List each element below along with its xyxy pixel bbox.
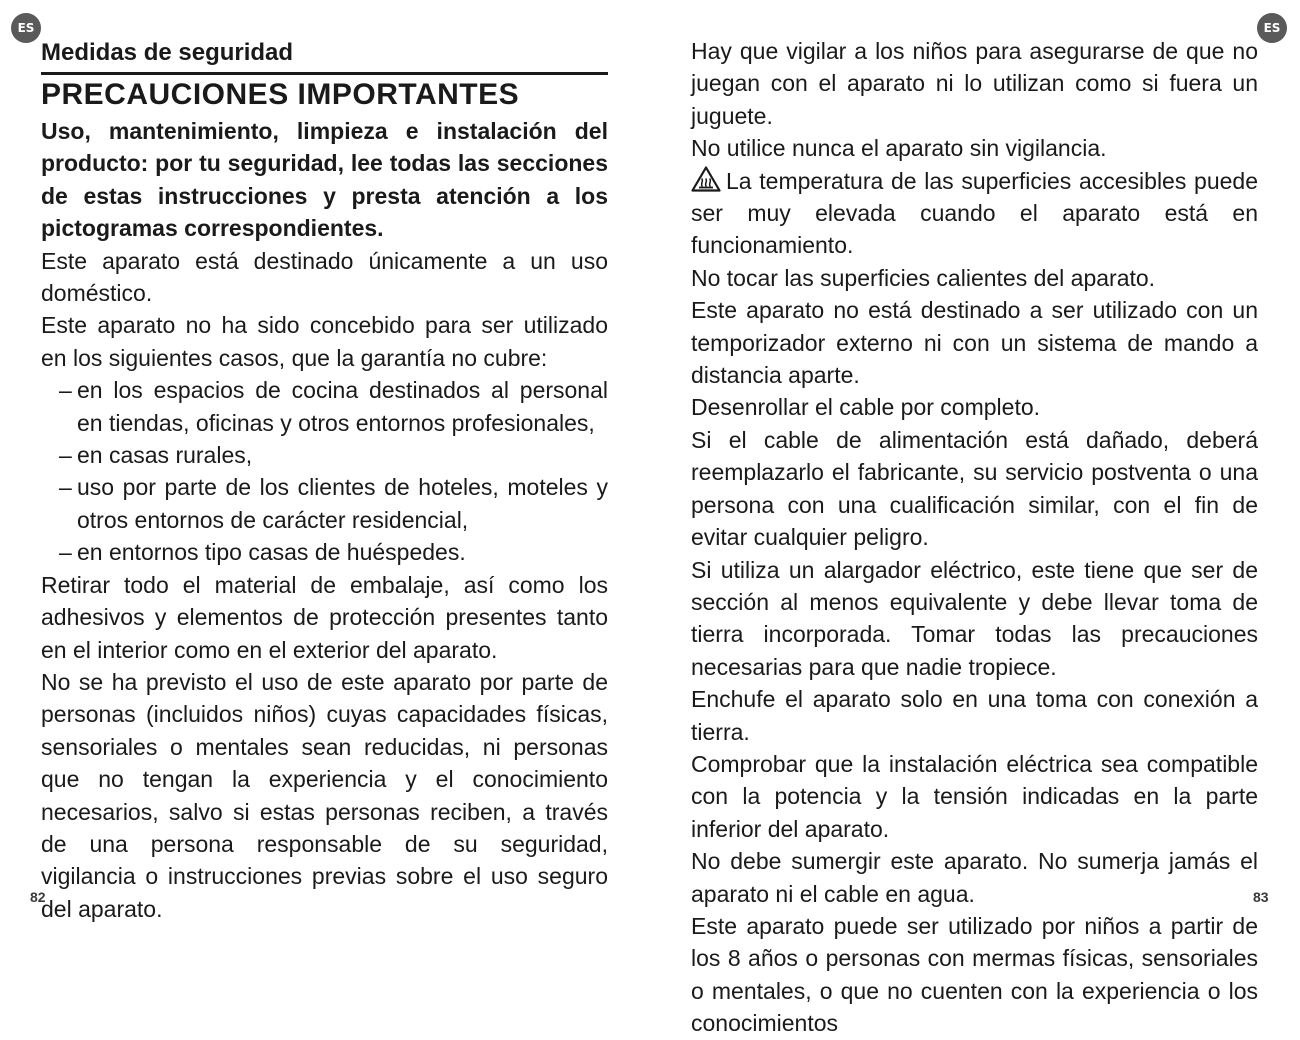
list-item: – en los espacios de cocina destinados al personal en tiendas, oficinas y otros entornos profesionales,	[41, 374, 608, 439]
list-item: – uso por parte de los clientes de hoteles, moteles y otros entornos de carácter residencial,	[41, 471, 608, 536]
paragraph: Enchufe el aparato solo en una toma con conexión a tierra.	[691, 686, 1258, 745]
section-title: Medidas de seguridad	[41, 36, 608, 75]
right-page-column	[691, 35, 1258, 1040]
main-title: PRECAUCIONES IMPORTANTES	[41, 78, 520, 111]
paragraph: Este aparato está destinado únicamente a un uso doméstico.	[41, 247, 608, 307]
page-number-right: 83	[1253, 889, 1269, 905]
warning-text: La temperatura de las superficies accesibles puede ser muy elevada cuando el aparato está en funcionamiento.	[691, 167, 1258, 259]
paragraph: No se ha previsto el uso de este aparato por parte de personas (incluidos niños) cuyas capacidades físicas, sensoriales o mentales sean reducidas, ni personas que no tengan la experiencia y el conocimiento necesarios, salvo si estas personas reciben, a través de una persona responsable de su seguridad, vigilancia o instrucciones previas sobre el uso seguro del aparato.	[41, 668, 608, 922]
paragraph: No debe sumergir este aparato. No sumerja jamás el aparato ni el cable en agua.	[691, 848, 1258, 907]
list-item: – en entornos tipo casas de huéspedes.	[41, 536, 608, 568]
paragraph: Comprobar que la instalación eléctrica sea compatible con la potencia y la tensión indicadas en la parte inferior del aparato.	[691, 750, 1258, 842]
paragraph: Este aparato no está destinado a ser utilizado con un temporizador externo ni con un sistema de mando a distancia aparte.	[691, 297, 1258, 389]
paragraph: Este aparato no ha sido concebido para ser utilizado en los siguientes casos, que la garantía no cubre:	[41, 312, 608, 371]
paragraph: No tocar las superficies calientes del aparato.	[691, 264, 1156, 291]
intro-paragraph: Uso, mantenimiento, limpieza e instalación del producto: por tu seguridad, lee todas las secciones de estas instrucciones y presta atención a los pictogramas correspondientes.	[41, 118, 608, 242]
paragraph: Si el cable de alimentación está dañado, deberá reemplazarlo el fabricante, su servicio postventa o una persona con una cualificación similar, con el fin de evitar cualquier peligro.	[691, 426, 1258, 551]
left-page-column	[41, 36, 608, 925]
hot-surface-warning-icon	[691, 166, 721, 192]
list-item: – en casas rurales,	[41, 439, 608, 471]
paragraph: Si utiliza un alargador eléctrico, este tiene que ser de sección al menos equivalente y debe llevar toma de tierra incorporada. Tomar todas las precauciones necesarias para que nadie tropiece.	[691, 556, 1258, 680]
paragraph: Este aparato puede ser utilizado por niños a partir de los 8 años o personas con mermas físicas, sensoriales o mentales, o que no cuenten con la experiencia o los conocimientos	[691, 912, 1258, 1037]
exclusion-list	[41, 374, 608, 568]
language-badge-right: ES	[1257, 13, 1287, 43]
paragraph: Hay que vigilar a los niños para asegurarse de que no juegan con el aparato ni lo utilizan como si fuera un juguete.	[691, 38, 1258, 129]
warning-paragraph	[691, 165, 1258, 262]
paragraph: Desenrollar el cable por completo.	[691, 394, 1041, 421]
paragraph: Retirar todo el material de embalaje, así como los adhesivos y elementos de protección presentes tanto en el interior como en el exterior del aparato.	[41, 571, 608, 663]
language-badge-left: ES	[11, 13, 41, 43]
paragraph: No utilice nunca el aparato sin vigilancia.	[691, 135, 1107, 162]
page-number-left: 82	[30, 889, 46, 905]
